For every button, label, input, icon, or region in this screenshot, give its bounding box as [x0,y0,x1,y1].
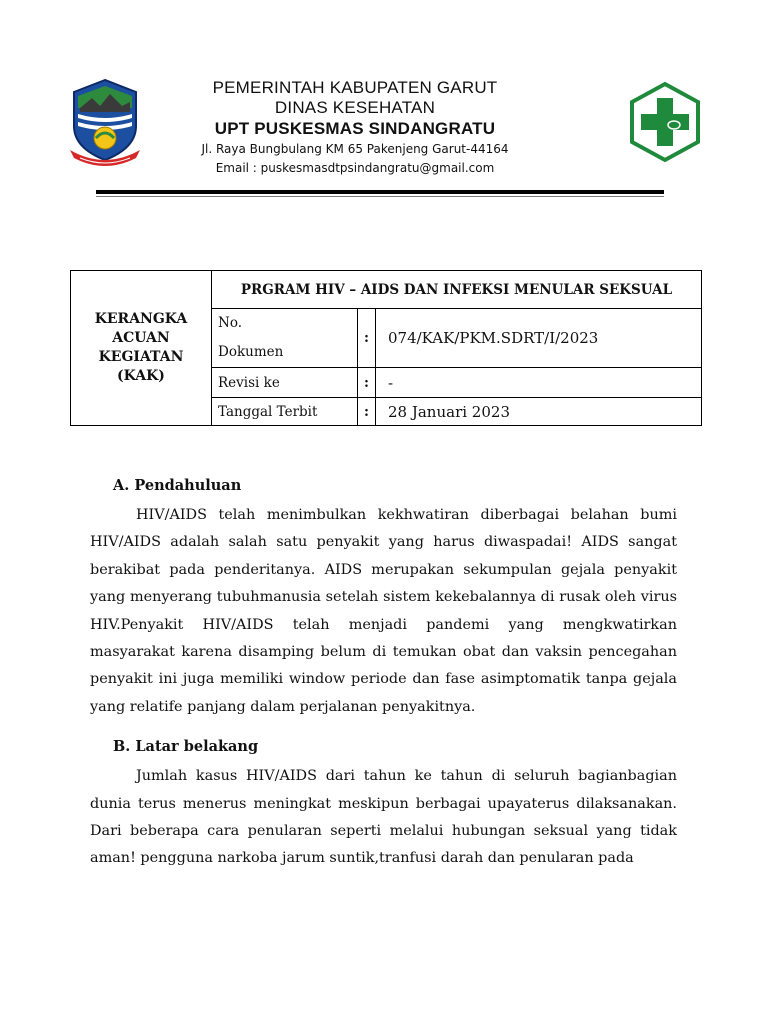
colon: : [358,398,376,426]
agency-name: DINAS KESEHATAN [274,98,436,117]
issue-date-label: Tanggal Terbit [212,398,358,426]
revision-value: - [376,368,702,398]
kak-title-line: (KAK) [117,368,165,384]
colon: : [358,309,376,368]
kak-title-line: ACUAN [112,330,170,346]
doc-number-label-line1: No. [218,315,242,331]
puskesmas-logo-icon [628,80,702,164]
email: Email : puskesmasdtpsindangratu@gmail.com [215,161,495,175]
colon: : [358,368,376,398]
doc-number-label [212,309,358,368]
garut-emblem-icon [66,78,144,168]
section-paragraph: Jumlah kasus HIV/AIDS dari tahun ke tahun di seluruh bagianbagian dunia terus menerus meningkat meskipun berbagai upayaterus dilaksanakan. Dari beberapa cara penularan seperti melalui hubungan seksual yang tidak aman! pengguna narkoba jarum suntik,tranfusi darah dan penularan pada [90,768,677,867]
kak-title-line: KERANGKA [94,311,188,327]
kak-info-table [70,270,702,426]
section-heading: B. Latar belakang [113,738,259,756]
document-body [90,472,677,873]
header-divider-thin [96,196,664,197]
doc-number-value: 074/KAK/PKM.SDRT/I/2023 [376,309,702,368]
doc-number-label-line2: Dokumen [218,344,284,360]
section-paragraph: HIV/AIDS telah menimbulkan kekhwatiran diberbagai belahan bumi HIV/AIDS adalah salah satu penyakit yang harus diwaspadai! AIDS sangat berakibat pada penderitanya. AIDS merupakan sekumpulan gejala penyakit yang menyerang tubuhmanusia setelah sistem kekebalannya di rusak oleh virus HIV.Penyakit HIV/AIDS telah menjadi pandemi yang mengkwatirkan masyarakat karena disamping belum di temukan obat dan vaksin pencegahan penyakit ini juga memiliki window periode dan fase asimptomatik tanpa gejala yang relatife panjang dalam perjalanan penyakitnya. [90,507,677,715]
government-name: PEMERINTAH KABUPATEN GARUT [212,78,498,97]
section-heading: A. Pendahuluan [113,477,242,494]
letterhead [150,78,560,178]
kak-title-line: KEGIATAN [98,349,184,365]
kak-title-cell [71,271,212,426]
revision-label: Revisi ke [212,368,358,398]
header-divider-thick [96,190,664,194]
institution-name: UPT PUSKESMAS SINDANGRATU [214,119,496,138]
address: Jl. Raya Bungbulang KM 65 Pakenjeng Garut-44164 [201,142,509,156]
issue-date-value: 28 Januari 2023 [376,398,702,426]
program-title: PRGRAM HIV – AIDS DAN INFEKSI MENULAR SEKSUAL [212,271,702,309]
